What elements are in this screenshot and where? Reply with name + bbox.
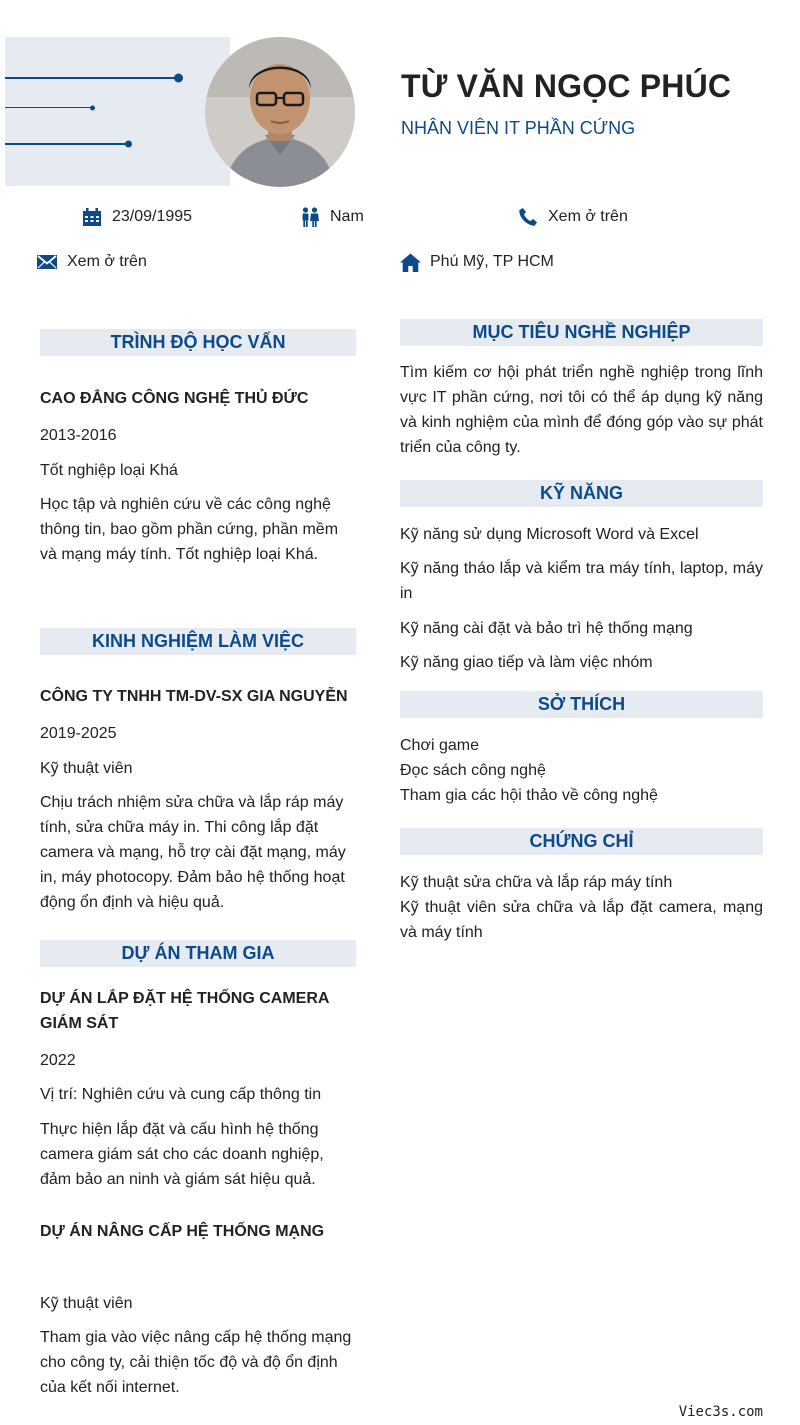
project-description: Tham gia vào việc nâng cấp hệ thống mạng cho công ty, cải thiện tốc độ và độ ổn định của kết nối internet. (40, 1329, 352, 1396)
gender-item (299, 207, 364, 227)
candidate-name: TỪ VĂN NGỌC PHÚC (401, 68, 732, 104)
decor-line (5, 77, 180, 79)
education-description: Học tập và nghiên cứu về các công nghệ thông tin, bao gồm phần cứng, phần mềm và mạng máy tính. Tốt nghiệp loại Khá. (40, 496, 339, 563)
experience-heading: KINH NGHIỆM LÀM VIỆC (40, 628, 356, 655)
hobbies-heading: SỞ THÍCH (400, 691, 763, 718)
project-title: DỰ ÁN LẮP ĐẶT HỆ THỐNG CAMERA GIÁM SÁT (40, 990, 329, 1032)
birthday-value: 23/09/1995 (112, 208, 193, 225)
email-item (36, 252, 147, 272)
experience-position: Kỹ thuật viên (40, 760, 133, 777)
objective-heading: MỤC TIÊU NGHỀ NGHIỆP (400, 319, 763, 346)
people-icon (299, 207, 321, 227)
hobbies-list (400, 733, 763, 808)
project-year: 2022 (40, 1052, 76, 1069)
skill-item: Kỹ năng giao tiếp và làm việc nhóm (400, 654, 653, 671)
gender-value: Nam (330, 208, 364, 225)
project-role: Vị trí: Nghiên cứu và cung cấp thông tin (40, 1086, 322, 1103)
address-value: Phú Mỹ, TP HCM (430, 253, 554, 270)
project-title: DỰ ÁN NÂNG CẤP HỆ THỐNG MẠNG (40, 1223, 325, 1240)
education-grade: Tốt nghiệp loại Khá (40, 462, 178, 479)
certificate-item: Kỹ thuật sửa chữa và lắp ráp máy tính (400, 874, 673, 891)
birthday-item (81, 207, 192, 227)
projects-heading: DỰ ÁN THAM GIA (40, 940, 356, 967)
objective-text: Tìm kiếm cơ hội phát triển nghề nghiệp trong lĩnh vực IT phần cứng, nơi tôi có thể áp dụng kỹ năng và kinh nghiệm của mình để đóng góp vào sự phát triển của công ty. (400, 364, 763, 456)
project-description: Thực hiện lắp đặt và cấu hình hệ thống camera giám sát cho các doanh nghiệp, đảm bảo an ninh và giám sát hiệu quả. (40, 1121, 324, 1188)
skill-item: Kỹ năng sử dụng Microsoft Word và Excel (400, 526, 699, 543)
certificates-heading: CHỨNG CHỈ (400, 828, 763, 855)
hobby-item: Đọc sách công nghệ (400, 762, 546, 779)
phone-item (517, 207, 628, 227)
project-role: Kỹ thuật viên (40, 1295, 133, 1312)
certificate-item: Kỹ thuật viên sửa chữa và lắp đặt camera, mạng và máy tính (400, 899, 763, 941)
watermark: Viec3s.com (678, 1404, 763, 1420)
phone-value: Xem ở trên (548, 208, 628, 225)
education-school: CAO ĐẲNG CÔNG NGHỆ THỦ ĐỨC (40, 390, 309, 407)
hobby-item: Chơi game (400, 737, 479, 754)
avatar (205, 37, 355, 187)
job-title: NHÂN VIÊN IT PHẦN CỨNG (401, 118, 636, 138)
phone-icon (517, 207, 539, 227)
skill-item: Kỹ năng tháo lắp và kiểm tra máy tính, laptop, máy in (400, 560, 763, 602)
experience-company: CÔNG TY TNHH TM-DV-SX GIA NGUYỄN (40, 688, 348, 705)
address-item (399, 252, 554, 272)
skills-heading: KỸ NĂNG (400, 480, 763, 507)
hobby-item: Tham gia các hội thảo về công nghệ (400, 787, 658, 804)
decor-line (5, 107, 92, 108)
header-band (5, 37, 230, 186)
education-period: 2013-2016 (40, 427, 117, 444)
skill-item: Kỹ năng cài đặt và bảo trì hệ thống mạng (400, 620, 693, 637)
education-heading: TRÌNH ĐỘ HỌC VẤN (40, 329, 356, 356)
experience-description: Chịu trách nhiệm sửa chữa và lắp ráp máy tính, sửa chữa máy in. Thi công lắp đặt camera và mạng, hỗ trợ cài đặt mạng, máy in, máy photocopy. Đảm bảo hệ thống hoạt động ổn định và hiệu quả. (40, 794, 346, 911)
mail-icon (36, 252, 58, 272)
experience-period: 2019-2025 (40, 725, 117, 742)
decor-line (5, 143, 129, 145)
home-icon (399, 252, 421, 272)
certificates-list (400, 870, 763, 945)
calendar-icon (81, 207, 103, 227)
email-value: Xem ở trên (67, 253, 147, 270)
